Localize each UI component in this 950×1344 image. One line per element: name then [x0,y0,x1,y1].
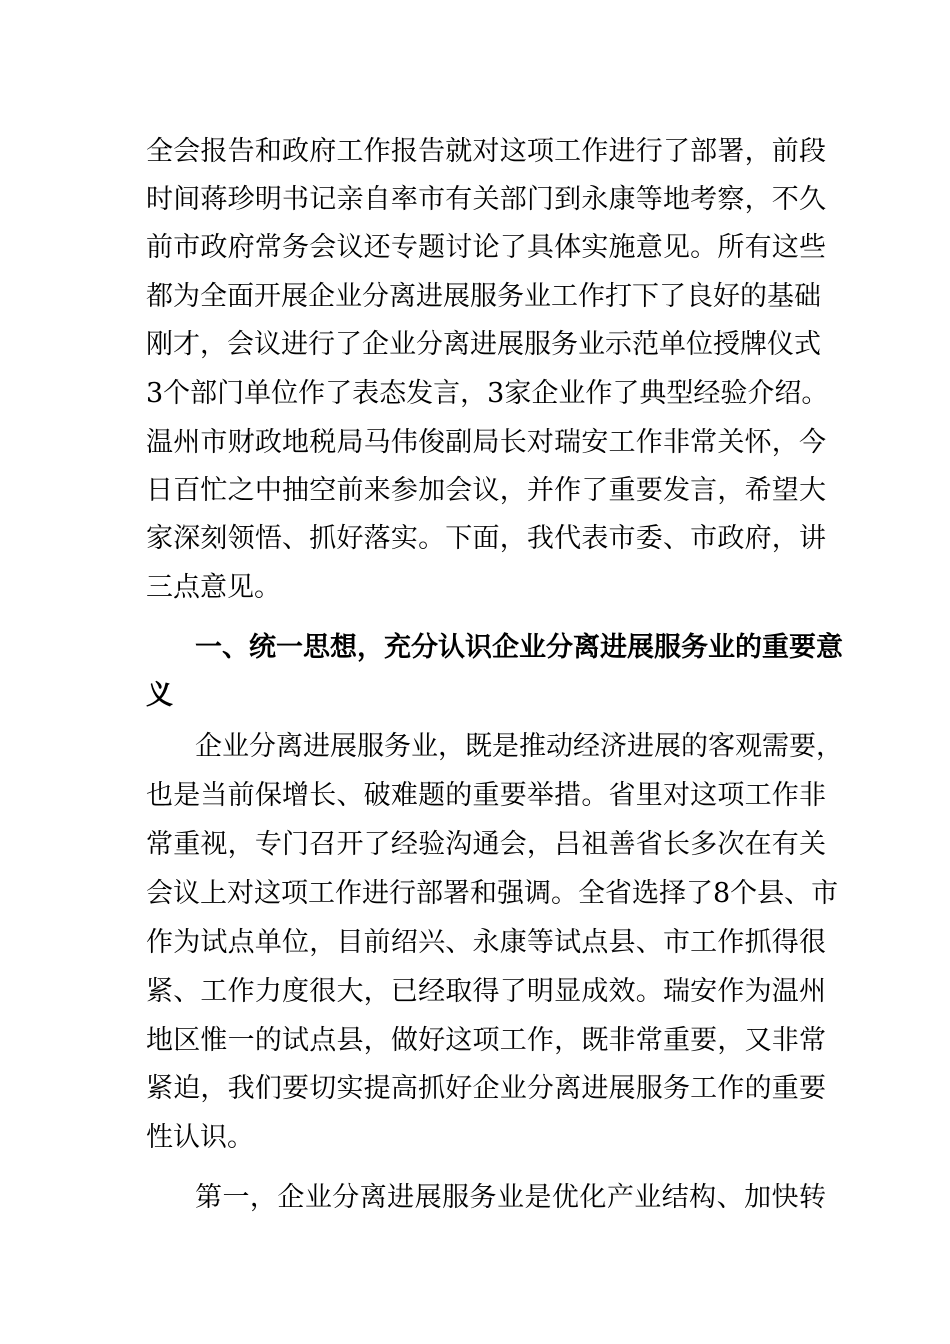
text-line: 企业分离进展服务业，既是推动经济进展的客观需要， [195,731,843,762]
text-line: 紧迫，我们要切实提高抓好企业分离进展服务工作的重要 [146,1073,826,1104]
text-line: 紧、工作力度很大，已经取得了明显成效。瑞安作为温州 [146,976,826,1007]
text-line: 也是当前保增长、破难题的重要举措。省里对这项工作非 [146,780,826,811]
text-line: 温州市财政地税局马伟俊副局长对瑞安工作非常关怀，今 [146,427,826,458]
text-line: 时间蒋珍明书记亲自率市有关部门到永康等地考察，不久 [146,184,826,215]
text-line: 3个部门单位作了表态发言，3家企业作了典型经验介绍。 [146,378,829,409]
section-heading: 义 [146,680,173,711]
text-line: 刚才，会议进行了企业分离进展服务业示范单位授牌仪式 [146,329,821,360]
text-line: 性认识。 [146,1122,254,1153]
text-line: 日百忙之中抽空前来参加会议，并作了重要发言，希望大 [146,475,826,506]
section-heading: 一、统一思想，充分认识企业分离进展服务业的重要意 [195,632,843,663]
text-line: 前市政府常务会议还专题讨论了具体实施意见。所有这些 [146,232,826,263]
text-line: 全会报告和政府工作报告就对这项工作进行了部署，前段 [146,136,826,167]
text-line: 地区惟一的试点县，做好这项工作，既非常重要，又非常 [146,1025,826,1056]
text-line: 都为全面开展企业分离进展服务业工作打下了良好的基础 [146,281,821,312]
text-line: 作为试点单位，目前绍兴、永康等试点县、市工作抓得很 [146,927,826,958]
text-line: 家深刻领悟、抓好落实。下面，我代表市委、市政府，讲 [146,523,826,554]
text-line: 三点意见。 [146,572,281,603]
text-line: 常重视，专门召开了经验沟通会，吕祖善省长多次在有关 [146,829,826,860]
text-line: 会议上对这项工作进行部署和强调。全省选择了8个县、市 [146,878,839,909]
text-line: 第一，企业分离进展服务业是优化产业结构、加快转 [195,1182,826,1213]
